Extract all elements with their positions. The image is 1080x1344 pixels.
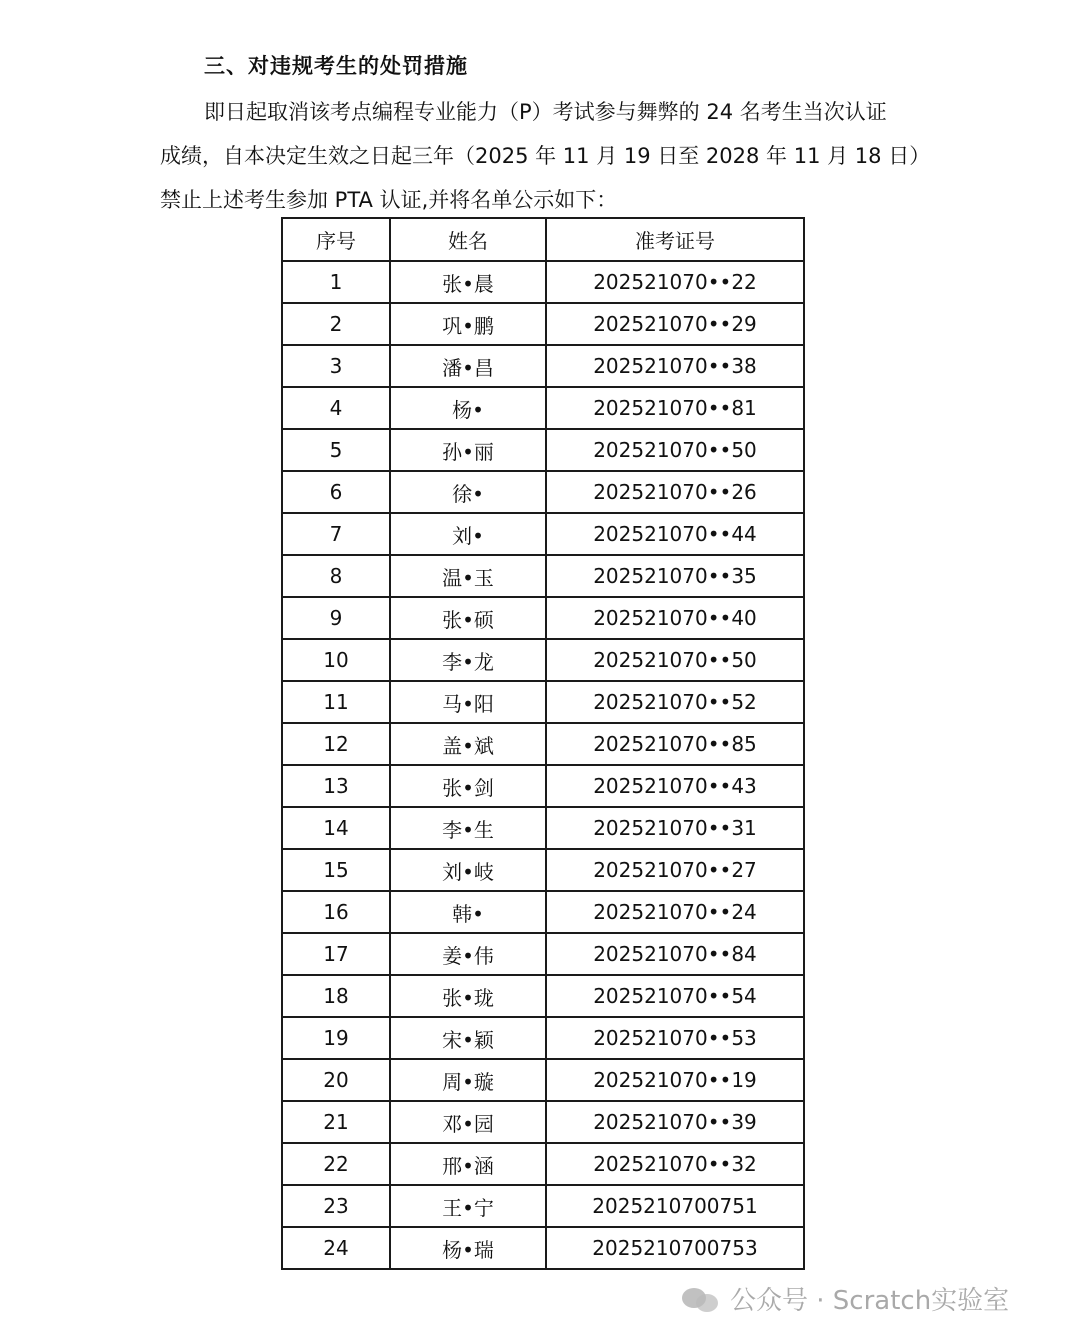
- table-row: [282, 891, 804, 933]
- cell-name: 张•剑: [390, 765, 546, 807]
- cell-index: 18: [282, 975, 390, 1017]
- watermark: [682, 1280, 1009, 1317]
- table-row: [282, 1185, 804, 1227]
- cell-ticket-number: 202521070••43: [546, 765, 804, 807]
- cell-index: 6: [282, 471, 390, 513]
- table-row: [282, 471, 804, 513]
- cell-ticket-number: 202521070••85: [546, 723, 804, 765]
- cell-ticket-number: 202521070••50: [546, 429, 804, 471]
- cell-ticket-number: 202521070••19: [546, 1059, 804, 1101]
- table-row: [282, 975, 804, 1017]
- cell-index: 12: [282, 723, 390, 765]
- cell-name: 盖•斌: [390, 723, 546, 765]
- cell-ticket-number: 202521070••81: [546, 387, 804, 429]
- cell-name: 邢•涵: [390, 1143, 546, 1185]
- candidate-table: [281, 217, 805, 1270]
- cell-ticket-number: 202521070••35: [546, 555, 804, 597]
- cell-index: 23: [282, 1185, 390, 1227]
- cell-name: 姜•伟: [390, 933, 546, 975]
- table-row: [282, 765, 804, 807]
- cell-name: 张•珑: [390, 975, 546, 1017]
- cell-ticket-number: 202521070••32: [546, 1143, 804, 1185]
- cell-name: 李•生: [390, 807, 546, 849]
- cell-index: 16: [282, 891, 390, 933]
- cell-ticket-number: 2025210700751: [546, 1185, 804, 1227]
- cell-ticket-number: 202521070••31: [546, 807, 804, 849]
- cell-name: 杨•瑞: [390, 1227, 546, 1269]
- cell-index: 2: [282, 303, 390, 345]
- cell-ticket-number: 202521070••38: [546, 345, 804, 387]
- table-row: [282, 1017, 804, 1059]
- table-row: [282, 387, 804, 429]
- cell-index: 14: [282, 807, 390, 849]
- cell-ticket-number: 202521070••24: [546, 891, 804, 933]
- cell-name: 巩•鹏: [390, 303, 546, 345]
- table-row: [282, 807, 804, 849]
- table-row: [282, 723, 804, 765]
- paragraph-line: 成绩，自本决定生效之日起三年（2025 年 11 月 19 日至 2028 年 11 月 18 日）: [160, 144, 931, 168]
- cell-name: 张•硕: [390, 597, 546, 639]
- cell-ticket-number: 202521070••50: [546, 639, 804, 681]
- cell-name: 刘•岐: [390, 849, 546, 891]
- wechat-icon: [682, 1286, 722, 1312]
- cell-name: 周•璇: [390, 1059, 546, 1101]
- cell-ticket-number: 202521070••40: [546, 597, 804, 639]
- cell-index: 3: [282, 345, 390, 387]
- cell-ticket-number: 2025210700753: [546, 1227, 804, 1269]
- table-row: [282, 1101, 804, 1143]
- header-ticket-number: 准考证号: [546, 218, 804, 261]
- cell-ticket-number: 202521070••29: [546, 303, 804, 345]
- cell-name: 孙•丽: [390, 429, 546, 471]
- paragraph-line: 禁止上述考生参加 PTA 认证,并将名单公示如下：: [160, 188, 618, 212]
- cell-index: 22: [282, 1143, 390, 1185]
- paragraph-line: 即日起取消该考点编程专业能力（P）考试参与舞弊的 24 名考生当次认证: [204, 100, 887, 124]
- cell-ticket-number: 202521070••54: [546, 975, 804, 1017]
- header-name: 姓名: [390, 218, 546, 261]
- cell-ticket-number: 202521070••52: [546, 681, 804, 723]
- cell-index: 9: [282, 597, 390, 639]
- table-row: [282, 597, 804, 639]
- cell-index: 17: [282, 933, 390, 975]
- cell-name: 宋•颖: [390, 1017, 546, 1059]
- table-row: [282, 1143, 804, 1185]
- cell-index: 24: [282, 1227, 390, 1269]
- cell-ticket-number: 202521070••84: [546, 933, 804, 975]
- cell-name: 温•玉: [390, 555, 546, 597]
- cell-name: 邓•园: [390, 1101, 546, 1143]
- section-heading: 三、对违规考生的处罚措施: [204, 54, 468, 78]
- cell-index: 15: [282, 849, 390, 891]
- table-row: [282, 639, 804, 681]
- cell-index: 8: [282, 555, 390, 597]
- cell-name: 韩•: [390, 891, 546, 933]
- notice-paragraph: [160, 90, 940, 222]
- cell-name: 刘•: [390, 513, 546, 555]
- cell-index: 11: [282, 681, 390, 723]
- cell-index: 20: [282, 1059, 390, 1101]
- cell-index: 10: [282, 639, 390, 681]
- cell-ticket-number: 202521070••39: [546, 1101, 804, 1143]
- cell-index: 7: [282, 513, 390, 555]
- cell-ticket-number: 202521070••44: [546, 513, 804, 555]
- table-row: [282, 849, 804, 891]
- cell-index: 19: [282, 1017, 390, 1059]
- table-row: [282, 429, 804, 471]
- cell-name: 李•龙: [390, 639, 546, 681]
- cell-ticket-number: 202521070••26: [546, 471, 804, 513]
- cell-name: 杨•: [390, 387, 546, 429]
- cell-name: 马•阳: [390, 681, 546, 723]
- cell-index: 4: [282, 387, 390, 429]
- cell-ticket-number: 202521070••27: [546, 849, 804, 891]
- cell-name: 潘•昌: [390, 345, 546, 387]
- watermark-text: 公众号 · Scratch实验室: [730, 1286, 1010, 1316]
- table-row: [282, 1227, 804, 1269]
- cell-name: 张•晨: [390, 261, 546, 303]
- table-row: [282, 681, 804, 723]
- table-row: [282, 261, 804, 303]
- table-row: [282, 933, 804, 975]
- cell-ticket-number: 202521070••22: [546, 261, 804, 303]
- cell-name: 王•宁: [390, 1185, 546, 1227]
- cell-index: 13: [282, 765, 390, 807]
- table-row: [282, 513, 804, 555]
- table-header-row: [282, 218, 804, 261]
- table-row: [282, 555, 804, 597]
- table-row: [282, 303, 804, 345]
- table-row: [282, 1059, 804, 1101]
- cell-name: 徐•: [390, 471, 546, 513]
- cell-index: 5: [282, 429, 390, 471]
- cell-index: 21: [282, 1101, 390, 1143]
- cell-index: 1: [282, 261, 390, 303]
- table-row: [282, 345, 804, 387]
- cell-ticket-number: 202521070••53: [546, 1017, 804, 1059]
- header-index: 序号: [282, 218, 390, 261]
